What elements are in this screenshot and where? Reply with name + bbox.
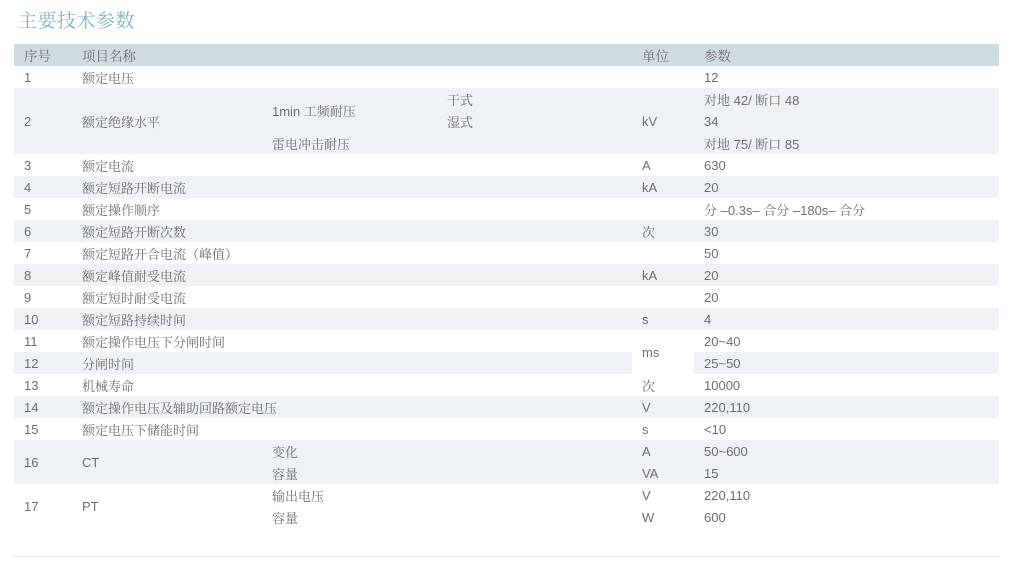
table-row [14, 484, 999, 506]
row-param: 12 [694, 66, 999, 88]
row-param: 630 [694, 154, 999, 176]
row-unit: 次 [632, 220, 694, 242]
row-param: <10 [694, 418, 999, 440]
table-row [14, 286, 999, 308]
row-no: 10 [14, 308, 72, 330]
row-unit: V [632, 396, 694, 418]
row-unit-2: W [632, 506, 694, 528]
row-subname-1: 输出电压 [262, 484, 632, 506]
row-unit-2: VA [632, 462, 694, 484]
technical-parameters-table [14, 44, 999, 528]
row-name: 额定短路开断电流 [72, 176, 632, 198]
row-name: 额定短路持续时间 [72, 308, 632, 330]
table-row [14, 176, 999, 198]
row-no: 13 [14, 374, 72, 396]
row-param: 20 [694, 286, 999, 308]
row-no: 16 [14, 440, 72, 484]
row-subname-1: 1min 工频耐压 [262, 88, 437, 132]
table-row [14, 66, 999, 88]
row-subname-1a: 干式 [437, 88, 632, 110]
row-name: 额定短路开合电流（峰值） [72, 242, 632, 264]
row-param: 25~50 [694, 352, 999, 374]
row-unit: kV [632, 88, 694, 154]
row-param-1: 50~600 [694, 440, 999, 462]
row-name: 机械寿命 [72, 374, 632, 396]
row-name: 分闸时间 [72, 352, 632, 374]
row-param: 20 [694, 264, 999, 286]
row-no: 11 [14, 330, 72, 352]
row-name: PT [72, 484, 262, 528]
table-body [14, 66, 999, 528]
row-unit [632, 198, 694, 220]
table-row [14, 352, 999, 374]
row-no: 8 [14, 264, 72, 286]
row-name: CT [72, 440, 262, 484]
row-subname-2: 容量 [262, 462, 632, 484]
row-name: 额定操作电压下分闸时间 [72, 330, 632, 352]
row-unit-1: V [632, 484, 694, 506]
row-unit: ms [632, 330, 694, 374]
column-header-unit: 单位 [632, 44, 694, 66]
row-param: 20~40 [694, 330, 999, 352]
row-unit: s [632, 418, 694, 440]
row-unit: kA [632, 176, 694, 198]
table-row [14, 396, 999, 418]
row-param: 10000 [694, 374, 999, 396]
row-param: 20 [694, 176, 999, 198]
row-no: 3 [14, 154, 72, 176]
row-param: 4 [694, 308, 999, 330]
row-no: 1 [14, 66, 72, 88]
row-param-1: 220,110 [694, 484, 999, 506]
row-param: 分 –0.3s– 合分 –180s– 合分 [694, 198, 999, 220]
row-param-2: 600 [694, 506, 999, 528]
row-name: 额定绝缘水平 [72, 88, 262, 154]
row-name: 额定操作顺序 [72, 198, 632, 220]
row-no: 6 [14, 220, 72, 242]
row-param-2: 34 [694, 110, 999, 132]
column-header-name: 项目名称 [72, 44, 632, 66]
row-no: 17 [14, 484, 72, 528]
table-row [14, 330, 999, 352]
row-subname-1: 变化 [262, 440, 632, 462]
row-name: 额定电压下储能时间 [72, 418, 632, 440]
row-name: 额定峰值耐受电流 [72, 264, 632, 286]
row-unit: A [632, 154, 694, 176]
table-row [14, 308, 999, 330]
row-param: 50 [694, 242, 999, 264]
row-unit [632, 242, 694, 264]
row-name: 额定电流 [72, 154, 632, 176]
row-name: 额定电压 [72, 66, 632, 88]
row-no: 15 [14, 418, 72, 440]
row-name: 额定操作电压及辅助回路额定电压 [72, 396, 632, 418]
table-row [14, 242, 999, 264]
row-subname-2: 容量 [262, 506, 632, 528]
row-param: 30 [694, 220, 999, 242]
row-name: 额定短路开断次数 [72, 220, 632, 242]
row-no: 9 [14, 286, 72, 308]
table-row [14, 374, 999, 396]
table-bottom-divider [14, 556, 999, 557]
row-unit-1: A [632, 440, 694, 462]
row-subname-2: 雷电冲击耐压 [262, 132, 632, 154]
row-no: 2 [14, 88, 72, 154]
table-row [14, 418, 999, 440]
table-row [14, 88, 999, 110]
column-header-no: 序号 [14, 44, 72, 66]
row-unit: kA [632, 264, 694, 286]
table-row [14, 440, 999, 462]
column-header-param: 参数 [694, 44, 999, 66]
table-row [14, 264, 999, 286]
row-name: 额定短时耐受电流 [72, 286, 632, 308]
row-unit [632, 286, 694, 308]
table-header [14, 44, 999, 66]
table-row [14, 198, 999, 220]
row-unit: 次 [632, 374, 694, 396]
row-no: 4 [14, 176, 72, 198]
row-subname-1b: 湿式 [437, 110, 632, 132]
row-no: 14 [14, 396, 72, 418]
page-title: 主要技术参数 [18, 11, 136, 32]
row-unit: s [632, 308, 694, 330]
row-no: 7 [14, 242, 72, 264]
row-param-1: 对地 42/ 断口 48 [694, 88, 999, 110]
row-param-3: 对地 75/ 断口 85 [694, 132, 999, 154]
row-no: 5 [14, 198, 72, 220]
table-row [14, 154, 999, 176]
row-param-2: 15 [694, 462, 999, 484]
row-no: 12 [14, 352, 72, 374]
row-unit [632, 66, 694, 88]
table-row [14, 220, 999, 242]
row-param: 220,110 [694, 396, 999, 418]
